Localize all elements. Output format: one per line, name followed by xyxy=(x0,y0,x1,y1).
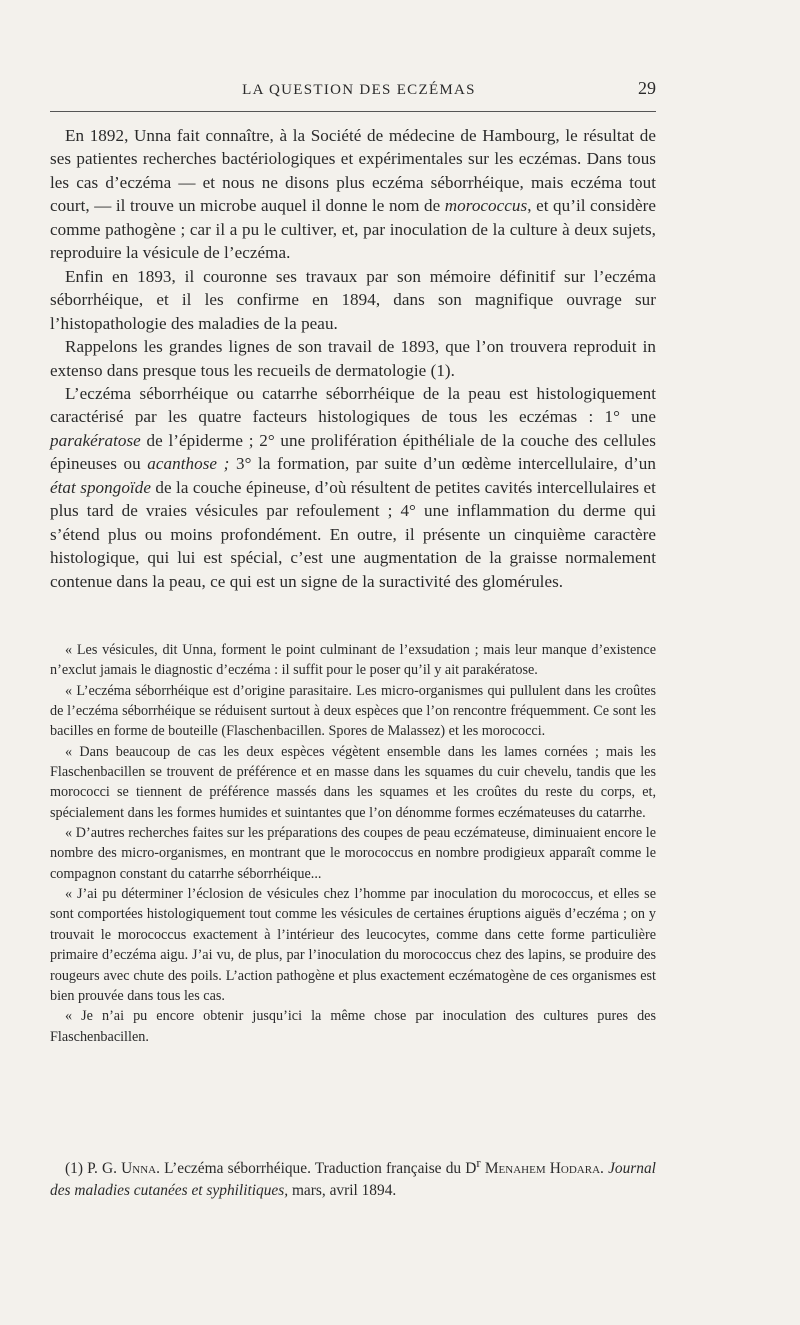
main-text xyxy=(50,124,656,593)
quote-paragraph: « J’ai pu déterminer l’éclosion de vésicules chez l’homme par inoculation du morococcus, et elles se sont comportées histologiquement tout comme les vésicules de certaines éruptions aiguës d’eczéma ; on y trouvait le morococcus exactement à l’intérieur des leucocytes, comme dans cette forme particulière primaire d’eczéma aigu. J’ai vu, de plus, par l’inoculation du morococcus chez des lapins, se produire des rougeurs avec chute des poils. L’action pathogène et plus exactement eczématogène de ces organismes est bien prouvée dans tous les cas. xyxy=(50,886,656,1004)
running-head: LA QUESTION DES ECZÉMAS xyxy=(242,82,476,98)
paragraph: L’eczéma séborrhéique ou catarrhe séborrhéique de la peau est histologiquement caractérisé par les quatre facteurs histologiques de tous les eczémas : 1° une parakératose de l’épiderme ; 2° une prolifération épithéliale de la couche des cellules épineuses ou acanthose ; 3° la formation, par suite d’un œdème intercellulaire, d’un état spongoïde de la couche épineuse, d’où résultent de petites cavités intercellulaires et plus tard de vraies vésicules par refoulement ; 4° une inflammation du derme qui s’étend plus ou moins profondément. En outre, il présente un cinquième caractère histologique, qui lui est spécial, c’est une augmentation de la graisse normalement contenue dans la peau, ce qui est un signe de la suractivité des glomérules. xyxy=(50,383,656,591)
quote-paragraph: « Dans beaucoup de cas les deux espèces végètent ensemble dans les lames cornées ; mais les Flaschenbacillen se trouvent de préférence et en masse dans les squames du cuir chevelu, tandis que les morococci se tiennent de préférence massés dans les squames et les croûtes du reste du corps, et, spécialement dans les formes humides et suintantes que l’on dénomme formes eczémateuses du catarrhe. xyxy=(50,743,656,821)
quote-paragraph: « Je n’ai pu encore obtenir jusqu’ici la même chose par inoculation des cultures pures des Flaschenbacillen. xyxy=(50,1008,656,1045)
quoted-text xyxy=(50,640,656,1047)
emphasis: morococcus xyxy=(444,196,528,216)
translator-surname: Hodara xyxy=(549,1160,601,1178)
page-number: 29 xyxy=(638,78,656,98)
quote-paragraph: « L’eczéma séborrhéique est d’origine parasitaire. Les micro-organismes qui pullulent dans les croûtes de l’eczéma séborrhéique se réduisent surtout à deux espèces que l’on rencontre fréquemment. Ce sont les bacilles en forme de bouteille (Flaschenbacillen. Spores de Malassez) et les morococci. xyxy=(50,682,656,740)
paragraph: Enfin en 1893, il couronne ses travaux par son mémoire définitif sur l’eczéma séborrhéique, et il les confirme en 1894, dans son magnifique ouvrage sur l’histopathologie des maladies de la peau. xyxy=(50,266,656,333)
paragraph: En 1892, Unna fait connaître, à la Société de médecine de Hambourg, le résultat de ses patientes recherches bactériologiques et expérimentales sur les eczémas. Dans tous les cas d’eczéma — et nous ne disons plus eczéma séborrhéique, mais eczéma tout court, — il trouve un microbe auquel il donne le nom de morococcus, et qu’il considère comme pathogène ; car il a pu le cultiver, et, par inoculation de la culture à deux sujets, reproduire la vésicule de l’eczéma. xyxy=(50,126,656,263)
translator-name: Menahem xyxy=(484,1160,546,1178)
header-rule xyxy=(50,111,656,112)
emphasis: parakératose xyxy=(50,430,141,450)
paragraph: Rappelons les grandes lignes de son travail de 1893, que l’on trouvera reproduit in extenso dans presque tous les recueils de dermatologie (1). xyxy=(50,337,656,380)
quote-paragraph: « D’autres recherches faites sur les préparations des coupes de peau eczémateuse, diminuaient encore le nombre des micro-organismes, en montrant que le morococcus en nombre prodigieux apparaît comme le compagnon constant du catarrhe séborrhéique... xyxy=(50,825,656,882)
footnote: (1) P. G. Unna. L’eczéma séborrhéique. Traduction française du $D^r$ Menahem Hodara. Journal des maladies cutanées et syphilitiques, mars, avril 1894. xyxy=(50,1156,656,1200)
emphasis: état spongoïde xyxy=(50,477,151,497)
journal-title: Journal des maladies cutanées et syphilitiques, xyxy=(50,1160,656,1200)
emphasis: acanthose ; xyxy=(147,454,230,474)
page-header xyxy=(50,78,656,99)
author-name: Unna xyxy=(121,1160,157,1178)
quote-paragraph: « Les vésicules, dit Unna, forment le point culminant de l’exsudation ; mais leur manque d’existence n’exclut jamais le diagnostic d’eczéma : il suffit pour le poser qu’il y ait parakératose. xyxy=(50,642,656,679)
